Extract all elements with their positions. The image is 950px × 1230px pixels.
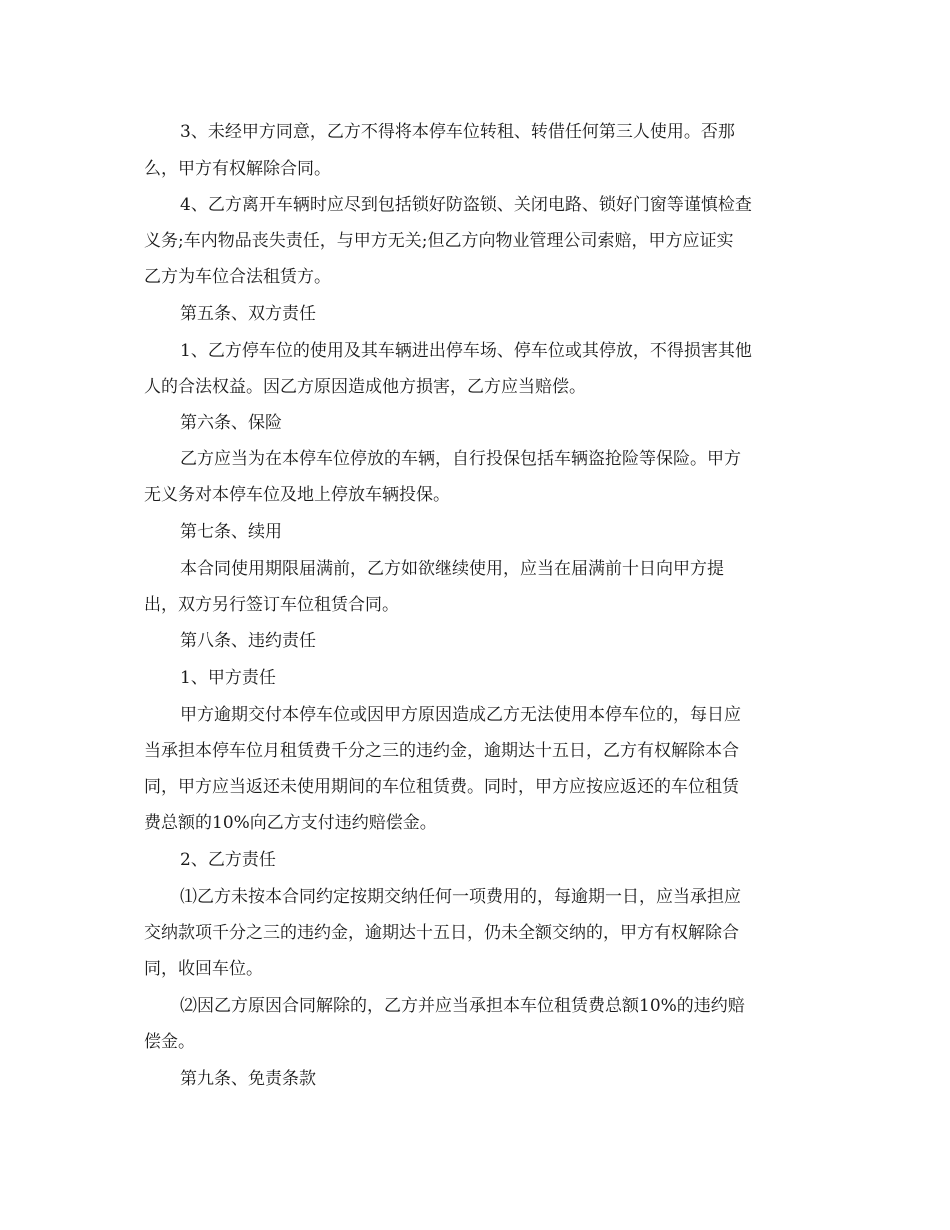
section-7-text-line-2: 出，双方另行签订车位租赁合同。 — [144, 595, 399, 615]
clause-8-1-text-line-4: 费总额的10%向乙方支付违约赔偿金。 — [144, 813, 437, 833]
clause-8-2-1-line-3: 同，收回车位。 — [144, 959, 263, 979]
clause-8-2-heading: 2、乙方责任 — [180, 850, 276, 870]
clause-8-2-2-line-2: 偿金。 — [144, 1032, 195, 1052]
clause-4-4-line-1: 4、乙方离开车辆时应尽到包括锁好防盗锁、关闭电路、锁好门窗等谨慎检查 — [180, 195, 752, 215]
section-5-heading: 第五条、双方责任 — [180, 304, 316, 324]
section-7-text-line-1: 本合同使用期限届满前，乙方如欲继续使用，应当在届满前十日向甲方提 — [180, 559, 724, 579]
clause-8-1-text-line-2: 当承担本停车位月租赁费千分之三的违约金，逾期达十五日，乙方有权解除本合 — [144, 741, 739, 761]
clause-8-1-text-line-3: 同，甲方应当返还未使用期间的车位租赁费。同时，甲方应按应返还的车位租赁 — [144, 777, 739, 797]
section-6-heading: 第六条、保险 — [180, 413, 282, 433]
clause-8-2-2-line-1: ⑵因乙方原因合同解除的，乙方并应当承担本车位租赁费总额10%的违约赔 — [180, 996, 745, 1016]
clause-8-1-text-line-1: 甲方逾期交付本停车位或因甲方原因造成乙方无法使用本停车位的，每日应 — [180, 705, 741, 725]
clause-5-1-line-2: 人的合法权益。因乙方原因造成他方损害，乙方应当赔偿。 — [144, 377, 586, 397]
section-9-heading: 第九条、免责条款 — [180, 1069, 316, 1089]
section-6-text-line-2: 无义务对本停车位及地上停放车辆投保。 — [144, 485, 450, 505]
clause-4-4-line-2: 义务;车内物品丧失责任，与甲方无关;但乙方向物业管理公司索赔，甲方应证实 — [144, 231, 734, 251]
section-6-text-line-1: 乙方应当为在本停车位停放的车辆，自行投保包括车辆盗抢险等保险。甲方 — [180, 449, 741, 469]
section-7-heading: 第七条、续用 — [180, 522, 282, 542]
clause-4-4-line-3: 乙方为车位合法租赁方。 — [144, 267, 331, 287]
section-8-heading: 第八条、违约责任 — [180, 631, 316, 651]
clause-5-1-line-1: 1、乙方停车位的使用及其车辆进出停车场、停车位或其停放，不得损害其他 — [180, 341, 752, 361]
clause-8-2-1-line-2: 交纳款项千分之三的违约金，逾期达十五日，仍未全额交纳的，甲方有权解除合 — [144, 923, 739, 943]
clause-8-1-heading: 1、甲方责任 — [180, 668, 276, 688]
clause-4-3-line-1: 3、未经甲方同意，乙方不得将本停车位转租、转借任何第三人使用。否那 — [180, 122, 735, 142]
clause-8-2-1-line-1: ⑴乙方未按本合同约定按期交纳任何一项费用的，每逾期一日，应当承担应 — [180, 887, 741, 907]
clause-4-3-line-2: 么，甲方有权解除合同。 — [144, 159, 331, 179]
